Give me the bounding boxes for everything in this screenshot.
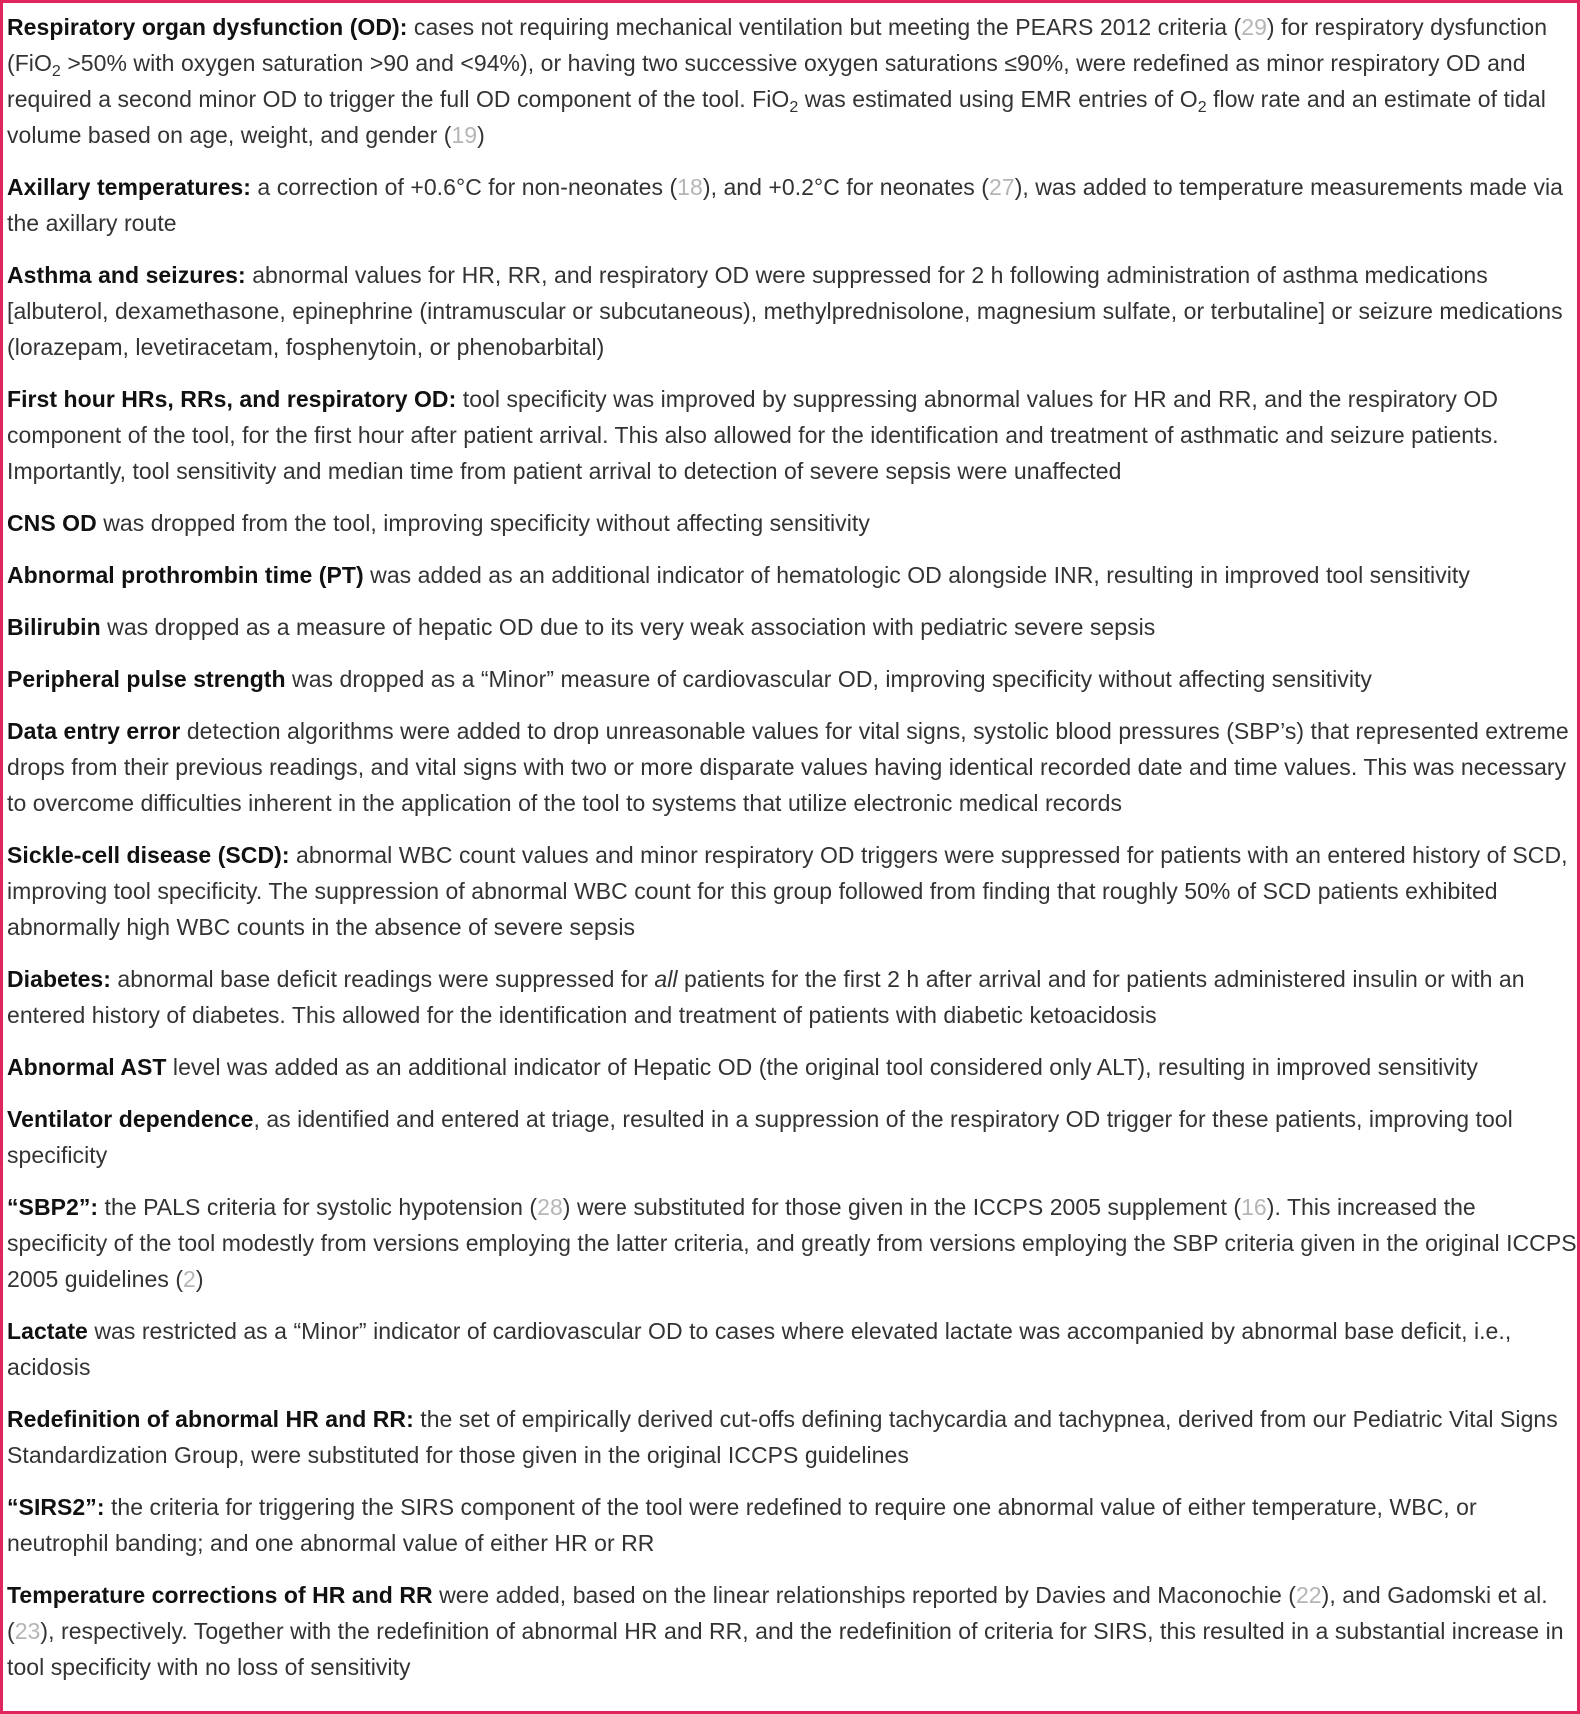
paragraph-text: the set of empirically derived cut-offs defining tachycardia and tachypnea, derived from our Pediatric Vital Signs Standardization Group, were substituted for those given in the original ICCPS guidelines: [7, 1406, 1558, 1468]
paragraph-heading: Abnormal prothrombin time (PT): [7, 562, 364, 588]
paragraph-p11: [7, 961, 1580, 1033]
paragraph-p16: [7, 1401, 1580, 1473]
paragraph-text: ), and Gadomski et al. (: [7, 1582, 1548, 1644]
paragraph-p14: [7, 1189, 1580, 1297]
citation-reference: 23: [14, 1618, 41, 1644]
paragraph-heading: Diabetes:: [7, 966, 111, 992]
paragraph-text: flow rate and an estimate of tidal volume based on age, weight, and gender (: [7, 86, 1546, 148]
paragraph-heading: Asthma and seizures:: [7, 262, 246, 288]
citation-reference: 22: [1295, 1582, 1322, 1608]
paragraph-p9: [7, 713, 1580, 821]
paragraph-text: abnormal values for HR, RR, and respiratory OD were suppressed for 2 h following administration of asthma medications [albuterol, dexamethasone, epinephrine (intramuscular or subcutaneous), methylprednisolone, magnesium sulfate, or terbutaline] or seizure medications (lorazepam, levetiracetam, fosphenytoin, or phenobarbital): [7, 262, 1563, 360]
emphasis: all: [654, 966, 678, 992]
paragraph-text: was estimated using EMR entries of O: [798, 86, 1198, 112]
subscript: 2: [51, 63, 61, 80]
paragraph-text: patients for the first 2 h after arrival and for patients administered insulin or with an entered history of diabetes. This allowed for the identification and treatment of patients with diabetic ketoacidosis: [7, 966, 1525, 1028]
paragraph-text: was added as an additional indicator of hematologic OD alongside INR, resulting in improved tool sensitivity: [363, 562, 1470, 588]
paragraph-p13: [7, 1101, 1580, 1173]
paragraph-p2: [7, 169, 1580, 241]
paragraph-p12: [7, 1049, 1580, 1085]
paragraph-p10: [7, 837, 1580, 945]
paragraph-p6: [7, 557, 1580, 593]
paragraph-text: ), was added to temperature measurements made via the axillary route: [7, 174, 1564, 236]
citation-reference: 27: [989, 174, 1015, 200]
paragraph-text: was dropped from the tool, improving specificity without affecting sensitivity: [96, 510, 870, 536]
paragraph-heading: Abnormal AST: [7, 1054, 167, 1080]
citation-reference: 16: [1241, 1194, 1267, 1220]
subscript: 2: [1197, 99, 1207, 116]
subscript: 2: [789, 99, 799, 116]
paragraph-p15: [7, 1313, 1580, 1385]
paragraph-text: ), and +0.2°C for neonates (: [702, 174, 989, 200]
paragraph-heading: Temperature corrections of HR and RR: [7, 1582, 433, 1608]
paragraph-text: ) for respiratory dysfunction (FiO: [7, 14, 1548, 76]
paragraph-heading: Sickle-cell disease (SCD):: [7, 842, 290, 868]
paragraph-p4: [7, 381, 1580, 489]
paragraph-text: the PALS criteria for systolic hypotension (: [98, 1194, 538, 1220]
paragraph-text: ) were substituted for those given in the ICCPS 2005 supplement (: [562, 1194, 1242, 1220]
paragraph-text: , as identified and entered at triage, resulted in a suppression of the respiratory OD trigger for these patients, improving tool specificity: [7, 1106, 1513, 1168]
paragraph-p5: [7, 505, 1580, 541]
paragraph-text: ). This increased the specificity of the tool modestly from versions employing the latter criteria, and greatly from versions employing the SBP criteria given in the original ICCPS 2005 guidelines (: [7, 1194, 1577, 1292]
paragraph-heading: Peripheral pulse strength: [7, 666, 286, 692]
paragraph-heading: Data entry error: [7, 718, 181, 744]
paragraph-text: a correction of +0.6°C for non-neonates (: [250, 174, 678, 200]
paragraph-text: was restricted as a “Minor” indicator of cardiovascular OD to cases where elevated lactate was accompanied by abnormal base deficit, i.e., acidosis: [7, 1318, 1512, 1380]
paragraph-heading: CNS OD: [7, 510, 97, 536]
paragraph-text: tool specificity was improved by suppressing abnormal values for HR and RR, and the respiratory OD component of the tool, for the first hour after patient arrival. This also allowed for the identification and treatment of asthmatic and seizure patients. Importantly, tool sensitivity and median time from patient arrival to detection of severe sepsis were unaffected: [7, 386, 1499, 484]
paragraph-heading: Ventilator dependence: [7, 1106, 254, 1132]
paragraph-p8: [7, 661, 1580, 697]
paragraph-text: was dropped as a measure of hepatic OD due to its very weak association with pediatric severe sepsis: [100, 614, 1156, 640]
paragraph-p1: [7, 9, 1580, 153]
paragraph-heading: Axillary temperatures:: [7, 174, 251, 200]
paragraph-p3: [7, 257, 1580, 365]
paragraph-heading: First hour HRs, RRs, and respiratory OD:: [7, 386, 457, 412]
paragraph-text: was dropped as a “Minor” measure of cardiovascular OD, improving specificity without affecting sensitivity: [285, 666, 1372, 692]
paragraph-p18: [7, 1577, 1580, 1685]
citation-reference: 19: [451, 122, 478, 148]
paragraph-text: abnormal WBC count values and minor respiratory OD triggers were suppressed for patients with an entered history of SCD, improving tool specificity. The suppression of abnormal WBC count for this group followed from finding that roughly 50% of SCD patients exhibited abnormally high WBC counts in the absence of severe sepsis: [7, 842, 1568, 940]
paragraph-text: abnormal base deficit readings were suppressed for: [110, 966, 655, 992]
paragraph-p7: [7, 609, 1580, 645]
paragraph-heading: Redefinition of abnormal HR and RR:: [7, 1406, 414, 1432]
citation-reference: 29: [1241, 14, 1267, 40]
paragraph-text: >50% with oxygen saturation >90 and <94%), or having two successive oxygen saturations ≤90%, were redefined as minor respiratory OD and required a second minor OD to trigger the full OD component of the tool. FiO: [7, 50, 1526, 112]
paragraph-text: the criteria for triggering the SIRS component of the tool were redefined to require one abnormal value of either temperature, WBC, or neutrophil banding; and one abnormal value of either HR or RR: [7, 1494, 1477, 1556]
citation-reference: 18: [677, 174, 703, 200]
paragraph-text: detection algorithms were added to drop unreasonable values for vital signs, systolic blood pressures (SBP’s) that represented extreme drops from their previous readings, and vital signs with two or more disparate values having identical recorded date and time values. This was necessary to overcome difficulties inherent in the application of the tool to systems that utilize electronic medical records: [7, 718, 1569, 816]
paragraph-heading: Bilirubin: [7, 614, 101, 640]
citation-reference: 28: [537, 1194, 563, 1220]
paragraph-text: ): [195, 1266, 204, 1292]
citation-reference: 2: [183, 1266, 196, 1292]
paragraph-text: ): [477, 122, 485, 148]
paragraph-text: cases not requiring mechanical ventilation but meeting the PEARS 2012 criteria (: [407, 14, 1242, 40]
modification-list: [7, 9, 1580, 1701]
paragraph-p17: [7, 1489, 1580, 1561]
paragraph-text: ), respectively. Together with the redefinition of abnormal HR and RR, and the redefinition of criteria for SIRS, this resulted in a substantial increase in tool specificity with no loss of sensitivity: [7, 1618, 1564, 1680]
paragraph-text: level was added as an additional indicator of Hepatic OD (the original tool considered only ALT), resulting in improved sensitivity: [166, 1054, 1478, 1080]
paragraph-heading: “SBP2”:: [7, 1194, 99, 1220]
paragraph-heading: “SIRS2”:: [7, 1494, 105, 1520]
paragraph-heading: Respiratory organ dysfunction (OD):: [7, 14, 408, 40]
paragraph-text: were added, based on the linear relationships reported by Davies and Maconochie (: [432, 1582, 1296, 1608]
paragraph-heading: Lactate: [7, 1318, 88, 1344]
